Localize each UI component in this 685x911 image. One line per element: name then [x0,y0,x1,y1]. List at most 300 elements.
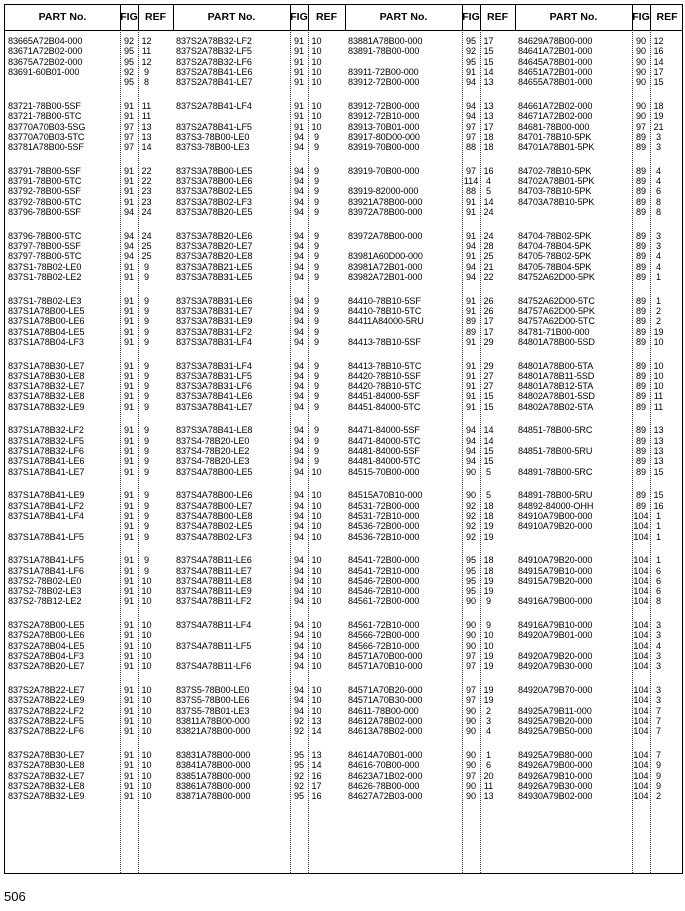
part-number: 837S4-78B20-LE3 [176,456,250,467]
ref-number: 11 [653,401,664,412]
fig-number: 91 [123,791,135,802]
fig-number: 89 [635,176,647,187]
list-item [345,630,515,640]
list-item [5,511,173,521]
list-item [345,132,515,142]
list-item [5,760,173,770]
ref-number: 9 [143,391,150,402]
fig-number: 95 [465,36,477,46]
ref-number: 9 [313,295,320,306]
list-item [515,620,684,630]
ref-number: 9 [143,326,150,337]
ref-number: 25 [141,251,152,262]
ref-number: 10 [311,705,322,716]
list-item [345,555,515,565]
list-item [345,251,515,261]
fig-number: 95 [465,565,477,576]
part-number: 83917-80D00-000 [348,131,420,142]
fig-number: 91 [123,565,135,576]
list-item [5,207,173,217]
ref-number: 9 [143,66,150,77]
part-number: 84752A62D00-5TC [518,295,595,306]
list-item [173,251,345,261]
fig-number: 94 [293,401,305,412]
list-item [515,186,684,196]
ref-number: 10 [483,630,494,641]
list-item [515,166,684,176]
part-number: 83921A78B00-000 [348,196,423,207]
fig-number: 92 [465,46,477,57]
part-number: 84910A79B20-000 [518,555,593,566]
list-item [515,241,684,251]
part-number: 83851A78B00-000 [176,770,251,781]
fig-number: 89 [635,466,647,477]
list-item [173,57,345,67]
list-item [345,695,515,705]
part-number: 84661A72B02-000 [518,100,593,111]
part-number: 837S2A78B32-LF2 [176,36,252,46]
fig-number: 89 [465,316,477,327]
part-number: 84481-84000-5SF [348,446,420,456]
list-item [5,641,173,651]
part-number: 83665A72B04-000 [8,36,83,46]
list-item [5,142,173,152]
part-number: 84920A79B01-000 [518,630,593,641]
list-item [173,456,345,466]
ref-number: 9 [313,131,320,142]
ref-number: 22 [483,271,494,282]
part-number: 84616-70B00-000 [348,760,420,771]
list-item [5,456,173,466]
part-number: 837S3A78B21-LE5 [176,261,253,272]
fig-number: 89 [635,435,647,446]
part-number: 83791-78B00-5SF [8,165,81,176]
ref-number: 10 [141,586,152,597]
list-item [173,521,345,531]
list-item [345,46,515,56]
part-number: 84926A79B00-000 [518,760,593,771]
ref-number: 10 [141,651,152,661]
list-item [5,36,173,46]
list-item [515,46,684,56]
header-separator [650,5,651,30]
part-number: 83871A78B00-000 [176,791,251,802]
fig-number: 104 [633,565,649,576]
fig-number: 91 [123,360,135,371]
fig-number: 91 [123,500,135,511]
fig-number: 90 [465,780,477,791]
ref-number: 13 [483,100,494,111]
fig-number: 91 [123,336,135,347]
list-item [345,207,515,217]
part-number: 837S4A78B00-LE7 [176,500,253,511]
ref-number: 7 [655,705,662,716]
fig-number: 91 [293,66,305,77]
list-item [173,391,345,401]
list-item [173,685,345,695]
ref-number: 6 [485,760,492,771]
list-item [345,726,515,736]
fig-number: 91 [293,77,305,88]
ref-number: 10 [311,661,322,672]
list-item [345,651,515,661]
list-item [515,132,684,142]
ref-number: 17 [483,36,494,46]
ref-number: 10 [141,620,152,631]
fig-number: 95 [293,749,305,760]
fig-number: 104 [633,705,649,716]
ref-number: 29 [483,336,494,347]
ref-number: 9 [313,207,320,217]
part-number: 837S3A78B02-LF3 [176,196,252,207]
list-item [173,132,345,142]
list-item [515,716,684,726]
ref-number: 10 [311,651,322,661]
list-item [515,685,684,695]
ref-number: 9 [143,521,150,532]
ref-number: 25 [483,251,494,262]
list-item [5,67,173,77]
fig-number: 91 [123,305,135,316]
part-number: 837S1A78B32-LF6 [8,446,84,456]
ref-number: 1 [655,531,662,542]
ref-number: 9 [143,490,150,501]
part-number: 84566-72B10-000 [348,640,420,651]
list-item [5,586,173,596]
fig-number: 90 [465,791,477,802]
list-item [345,446,515,456]
part-number: 84451-84000-5TC [348,401,421,412]
header-fig: FIG [120,11,138,23]
ref-number: 10 [141,596,152,607]
fig-number: 91 [123,596,135,607]
fig-number: 94 [465,241,477,251]
fig-number: 90 [465,705,477,716]
fig-number: 91 [123,111,135,122]
ref-number: 19 [483,531,494,542]
fig-number: 91 [123,780,135,791]
part-number: 84801A78B00-5TA [518,360,594,371]
fig-number: 91 [123,715,135,726]
fig-number: 94 [293,500,305,511]
part-number: 83796-78B00-5TC [8,230,82,241]
part-number: 837S4A78B02-LE5 [176,521,253,532]
list-item [345,316,515,326]
fig-number: 89 [635,401,647,412]
ref-number: 10 [141,685,152,695]
ref-number: 3 [485,715,492,726]
ref-number: 9 [143,425,150,436]
fig-number: 91 [123,261,135,272]
ref-number: 1 [485,749,492,760]
fig-number: 94 [293,565,305,576]
fig-number: 91 [123,381,135,392]
fig-number: 95 [293,760,305,771]
list-item [5,361,173,371]
ref-number: 10 [653,370,664,381]
list-item [515,101,684,111]
part-number: 84561-72B00-000 [348,596,420,607]
fig-number: 94 [293,640,305,651]
part-number: 84623A71B02-000 [348,770,423,781]
part-number: 84926A79B30-000 [518,780,593,791]
fig-number: 104 [633,685,649,695]
part-number: 837S1A78B41-LE6 [8,456,85,467]
fig-number: 94 [123,207,135,217]
fig-number: 91 [123,555,135,566]
fig-number: 97 [465,121,477,132]
fig-number: 90 [635,77,647,88]
list-item [345,685,515,695]
fig-number: 91 [465,66,477,77]
list-item [173,706,345,716]
fig-number: 94 [123,241,135,251]
ref-number: 10 [311,565,322,576]
part-number: 837S3A78B31-LF6 [176,381,252,392]
list-item [5,272,173,282]
header-separator [480,5,481,30]
page-number: 506 [4,889,26,904]
part-number: 837S2A78B32-LE8 [8,780,85,791]
part-number: 837S3A78B31-LE9 [176,316,253,327]
ref-number: 10 [311,490,322,501]
list-item [515,111,684,121]
list-item [173,361,345,371]
list-item [5,726,173,736]
list-item [345,111,515,121]
list-item [5,231,173,241]
list-item [5,555,173,565]
fig-number: 91 [123,726,135,737]
ref-number: 17 [483,316,494,327]
ref-number: 15 [483,401,494,412]
fig-number: 89 [635,360,647,371]
part-number: 84801A78B11-5SD [518,370,595,381]
part-number: 83919-70B00-000 [348,165,420,176]
list-item [5,490,173,500]
fig-number: 104 [633,791,649,802]
list-item [173,490,345,500]
part-number: 837S4A78B11-LF2 [176,596,252,607]
ref-number: 9 [143,555,150,566]
ref-number: 19 [483,695,494,706]
list-item [173,371,345,381]
ref-number: 9 [313,316,320,327]
list-item [5,77,173,87]
fig-number: 91 [123,466,135,477]
ref-number: 7 [655,749,662,760]
list-item [5,532,173,542]
ref-number: 14 [483,196,494,207]
list-item [515,316,684,326]
list-item [173,425,345,435]
fig-number: 90 [635,46,647,57]
ref-number: 10 [311,100,322,111]
part-number: 837S3A78B31-LE7 [176,305,253,316]
header-separator [345,5,346,30]
part-number: 837S3A78B20-LE8 [176,251,253,262]
fig-number: 89 [635,326,647,337]
ref-number: 9 [655,770,662,781]
part-number: 84925A79B20-000 [518,715,593,726]
ref-number: 10 [653,336,664,347]
ref-number: 10 [311,111,322,122]
header-part-no: PART No. [207,11,256,23]
fig-number: 90 [465,630,477,641]
part-number: 84920A79B30-000 [518,661,593,672]
ref-number: 14 [483,425,494,436]
fig-number: 94 [293,685,305,695]
part-number: 83972A78B00-000 [348,230,423,241]
ref-number: 9 [313,165,320,176]
fig-number: 91 [123,176,135,187]
part-number: 84571A70B10-000 [348,661,423,672]
part-number: 84920A79B20-000 [518,651,593,661]
part-number: 84701A78B01-5PK [518,142,595,153]
part-number: 837S2A78B30-LE7 [8,749,85,760]
list-item [5,630,173,640]
ref-number: 9 [313,186,320,197]
fig-number: 94 [293,336,305,347]
fig-number: 94 [293,630,305,641]
list-item [173,750,345,760]
part-number: 83881A78B00-000 [348,36,423,46]
fig-number: 91 [123,620,135,631]
ref-number: 9 [313,142,320,153]
fig-number: 94 [293,241,305,251]
ref-number: 18 [483,565,494,576]
header-separator [515,5,516,30]
part-number: 84410-78B10-5TC [348,305,422,316]
list-item [173,661,345,671]
fig-number: 95 [465,586,477,597]
part-number: 84926A79B10-000 [518,770,593,781]
fig-number: 89 [635,142,647,153]
ref-number: 24 [141,230,152,241]
part-number: 84920A79B70-000 [518,685,593,695]
part-number: 84915A79B10-000 [518,565,593,576]
list-item [345,241,515,251]
part-number: 84781-71B00-000 [518,326,590,337]
part-number: 837S4A78B11-LE9 [176,586,252,597]
ref-number: 18 [483,555,494,566]
part-number: 84420-78B10-5SF [348,370,421,381]
ref-number: 3 [655,695,662,706]
ref-number: 9 [143,271,150,282]
fig-number: 97 [123,121,135,132]
list-item [345,166,515,176]
part-number: 84757A62D00-5TC [518,316,595,327]
fig-number: 89 [635,295,647,306]
fig-number: 97 [465,661,477,672]
ref-number: 10 [311,521,322,532]
fig-number: 91 [123,271,135,282]
list-item [515,771,684,781]
list-item [515,371,684,381]
list-item [515,467,684,477]
ref-number: 14 [141,142,152,153]
fig-number: 90 [635,56,647,67]
header-ref: REF [487,11,508,23]
ref-number: 1 [655,295,662,306]
ref-number: 13 [483,111,494,122]
list-item [515,706,684,716]
fig-number: 89 [635,261,647,272]
part-number: 837S1A78B41-LF2 [8,500,84,511]
list-item [5,661,173,671]
part-number: 837S1A78B32-LE8 [8,391,85,402]
list-item [173,272,345,282]
ref-number: 18 [483,142,494,153]
fig-number: 89 [635,425,647,436]
header-separator [138,5,139,30]
fig-number: 94 [293,555,305,566]
ref-number: 9 [313,425,320,436]
ref-number: 10 [141,791,152,802]
ref-number: 19 [483,661,494,672]
list-item [173,726,345,736]
ref-number: 8 [143,77,150,88]
ref-number: 14 [311,760,322,771]
list-item [345,122,515,132]
ref-number: 9 [313,391,320,402]
fig-number: 91 [293,121,305,132]
fig-number: 94 [293,695,305,706]
fig-number: 91 [293,111,305,122]
ref-number: 3 [655,230,662,241]
part-number: 84536-72B10-000 [348,531,420,542]
list-item [173,576,345,586]
ref-number: 17 [653,66,664,77]
list-item [173,381,345,391]
ref-number: 9 [485,620,492,631]
ref-number: 13 [653,456,664,467]
list-item [173,176,345,186]
ref-number: 10 [141,705,152,716]
fig-number: 91 [123,165,135,176]
part-number: 837S2A78B30-LE8 [8,760,85,771]
fig-number: 91 [123,425,135,436]
ref-number: 9 [313,261,320,272]
list-item [173,36,345,46]
list-item [5,695,173,705]
list-item [173,781,345,791]
ref-number: 17 [483,326,494,337]
fig-number: 92 [123,66,135,77]
fig-number: 94 [293,435,305,446]
ref-number: 20 [483,770,494,781]
list-item [345,327,515,337]
part-number: 837S1A78B41-LE7 [8,466,85,477]
ref-number: 4 [485,176,492,187]
part-number: 83861A78B00-000 [176,780,251,791]
fig-number: 89 [635,316,647,327]
ref-number: 10 [653,360,664,371]
part-number: 84546-72B00-000 [348,575,420,586]
ref-number: 19 [483,586,494,597]
fig-number: 94 [293,381,305,392]
header-part-no: PART No. [38,11,87,23]
ref-number: 9 [143,500,150,511]
ref-number: 6 [655,575,662,586]
list-item [5,262,173,272]
list-item [5,750,173,760]
list-item [515,197,684,207]
ref-number: 12 [141,36,152,46]
ref-number: 10 [653,381,664,392]
part-number: 837S4A78B00-LE8 [176,510,253,521]
list-item [345,262,515,272]
